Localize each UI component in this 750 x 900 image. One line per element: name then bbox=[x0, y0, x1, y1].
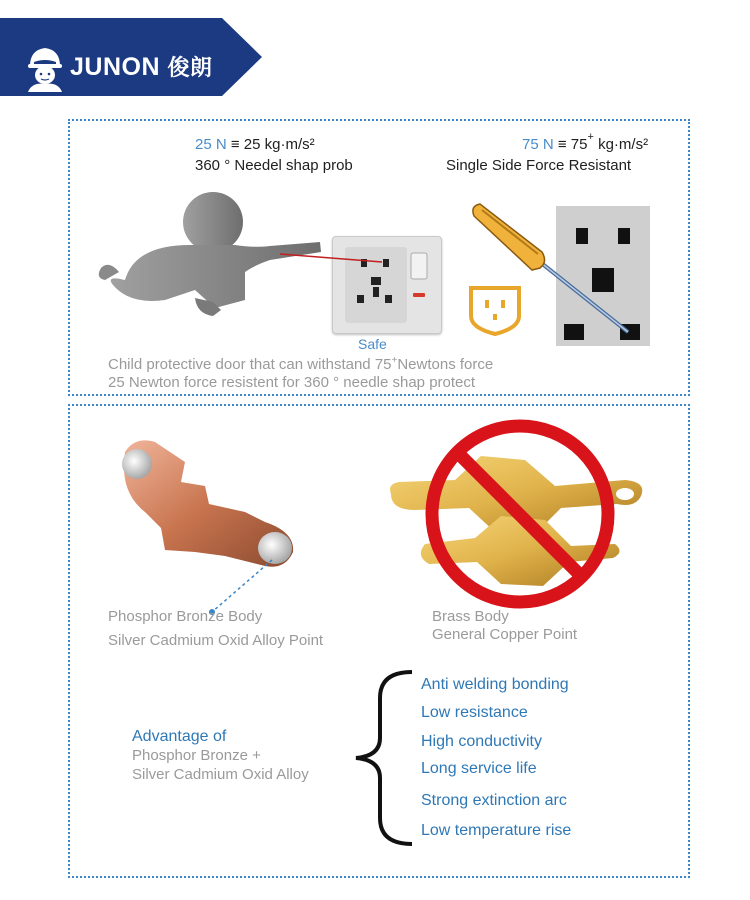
advantage-line-1: Phosphor Bronze + bbox=[132, 747, 261, 764]
left-force-desc: 360 ° Needel shap prob bbox=[195, 157, 353, 174]
benefit-low-temp-rise: Low temperature rise bbox=[421, 822, 572, 839]
benefit-long-life: Long service life bbox=[421, 760, 537, 777]
benefit-anti-welding: Anti welding bonding bbox=[421, 676, 569, 693]
brass-contact-prohibited-icon bbox=[385, 416, 655, 612]
good-caption-body: Phosphor Bronze Body bbox=[108, 608, 263, 625]
brand-name bbox=[70, 51, 212, 82]
right-force-unit: kg·m/s² bbox=[598, 136, 649, 153]
phosphor-bronze-contact-icon bbox=[105, 432, 325, 572]
left-force-value: 25 N bbox=[195, 136, 227, 153]
right-force-line bbox=[522, 131, 649, 153]
right-force-equiv: ≡ 75 bbox=[557, 136, 588, 153]
left-force-line bbox=[195, 136, 315, 153]
benefit-high-conductivity: High conductivity bbox=[421, 733, 542, 750]
caption-child-door-a: Child protective door that can withstand 75 bbox=[108, 356, 392, 373]
left-force-equiv: ≡ 25 kg·m/s² bbox=[230, 136, 315, 153]
caption-child-door-b: Newtons force bbox=[397, 356, 494, 373]
right-force-value: 75 N bbox=[522, 136, 554, 153]
brand-name-cn: 俊朗 bbox=[167, 56, 213, 81]
right-force-plus: + bbox=[587, 131, 594, 143]
screwdriver-icon bbox=[470, 202, 640, 342]
advantage-title: Advantage of bbox=[132, 728, 227, 745]
brand-name-en: JUNON bbox=[70, 53, 161, 81]
benefit-extinction-arc: Strong extinction arc bbox=[421, 792, 567, 809]
pointer-dotted-line bbox=[200, 556, 280, 616]
probe-line bbox=[280, 248, 390, 268]
bad-caption-point: General Copper Point bbox=[432, 626, 578, 643]
benefit-low-resistance: Low resistance bbox=[421, 704, 528, 721]
caption-child-door-plus: + bbox=[391, 355, 398, 366]
curly-brace-icon bbox=[352, 668, 422, 848]
caption-needle-protect: 25 Newton force resistent for 360 ° needle shap protect bbox=[108, 374, 476, 391]
brand-banner bbox=[0, 18, 270, 96]
good-caption-point: Silver Cadmium Oxid Alloy Point bbox=[108, 632, 324, 649]
advantage-line-2: Silver Cadmium Oxid Alloy bbox=[132, 766, 309, 783]
caption-child-door bbox=[108, 356, 493, 373]
right-force-desc: Single Side Force Resistant bbox=[446, 157, 632, 174]
bad-caption-body: Brass Body bbox=[432, 608, 509, 625]
safe-label: Safe bbox=[358, 336, 387, 352]
